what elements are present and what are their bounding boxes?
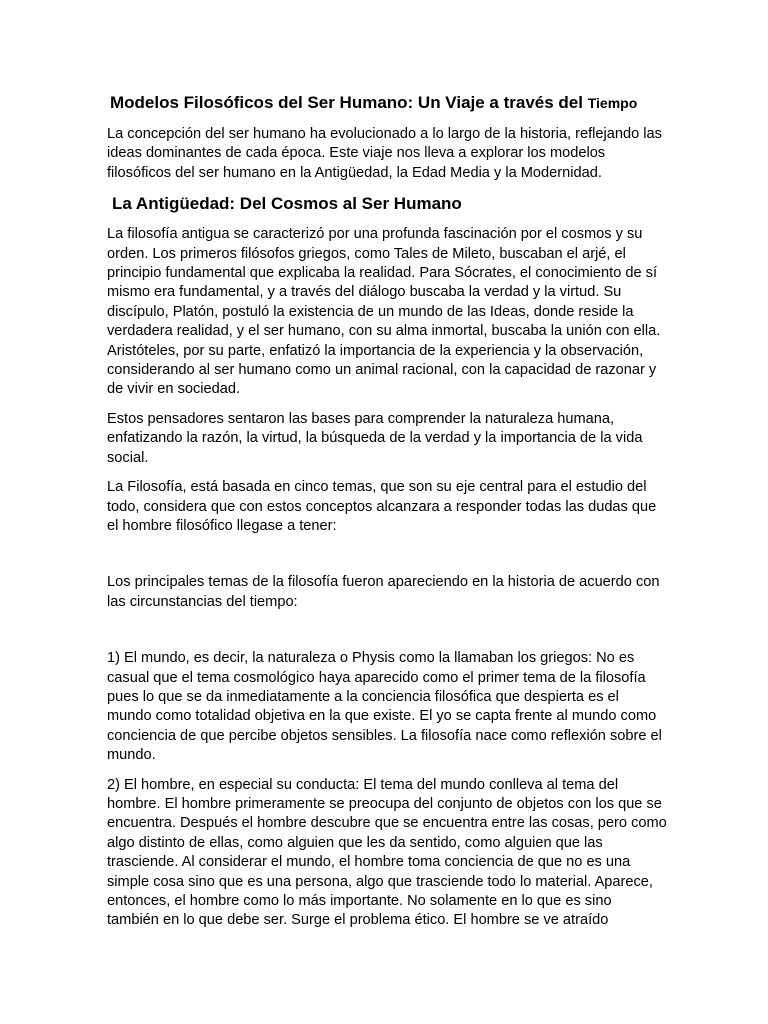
title-tail: Tiempo — [587, 95, 638, 111]
paragraph-main-themes: Los principales temas de la filosofía fueron apareciendo en la historia de acuerdo con las circunstancias del tiempo: — [107, 574, 660, 610]
paragraph-antiquity: La filosofía antigua se caracterizó por una profunda fascinación por el cosmos y su orden. Los primeros filósofos griegos, como Tales de Mileto, buscaban el arjé, el principio fundamental que explicaba la realidad. Para Sócrates, el conocimiento de sí mismo era fundamental, y a través del diálogo buscaba la verdad y la virtud. Su discípulo, Platón, postuló la existencia de un mundo de las Ideas, donde reside la verdadera realidad, y el ser humano, con su alma inmortal, buscaba la unión con ella. Aristóteles, por su parte, enfatizó la importancia de la experiencia y la observación, considerando al ser humano como un animal racional, con la capacidad de razonar y de vivir en sociedad. — [107, 226, 661, 398]
intro-paragraph: La concepción del ser humano ha evolucionado a lo largo de la historia, reflejando las ideas dominantes de cada época. Este viaje nos lleva a explorar los modelos filosóficos del ser humano en la Antigüedad, la Edad Media y la Modernidad. — [107, 126, 662, 181]
paragraph-theme-world: 1) El mundo, es decir, la naturaleza o Physis como la llamaban los griegos: No es casual que el tema cosmológico haya aparecido como el primer tema de la filosofía pues lo que se da inmediatamente a la conciencia filosófica que despierta es el mundo como totalidad objetiva en la que existe. El yo se capta frente al mundo como conciencia de que percibe objetos sensibles. La filosofía nace como reflexión sobre el mundo. — [107, 650, 662, 764]
paragraph-theme-man: 2) El hombre, en especial su conducta: El tema del mundo conlleva al tema del hombre. El hombre primeramente se preocupa del conjunto de objetos con los que se encuentra. Después el hombre descubre que se encuentra entre las cosas, pero como algo distinto de ellas, como alguien que les da sentido, como alguien que las trasciende. Al considerar el mundo, el hombre toma conciencia de que no es una simple cosa sino que es una persona, algo que trasciende todo lo material. Aparece, entonces, el hombre como lo más importante. No solamente en lo que es sino también en lo que debe ser. Surge el problema ético. El hombre se ve atraído — [107, 776, 667, 929]
title-main: Modelos Filosóficos del Ser Humano: Un Viaje a través del — [110, 93, 583, 112]
paragraph-thinkers: Estos pensadores sentaron las bases para comprender la naturaleza humana, enfatizando la razón, la virtud, la búsqueda de la verdad y la importancia de la vida social. — [107, 410, 643, 466]
section-heading: La Antigüedad: Del Cosmos al Ser Humano — [112, 194, 462, 214]
document-page — [107, 93, 667, 931]
paragraph-five-themes: La Filosofía, está basada en cinco temas, que son su eje central para el estudio del todo, considera que con estos conceptos alcanzara a responder todas las dudas que el hombre filosófico llegase a tener: — [107, 479, 657, 534]
document-title — [110, 93, 667, 113]
